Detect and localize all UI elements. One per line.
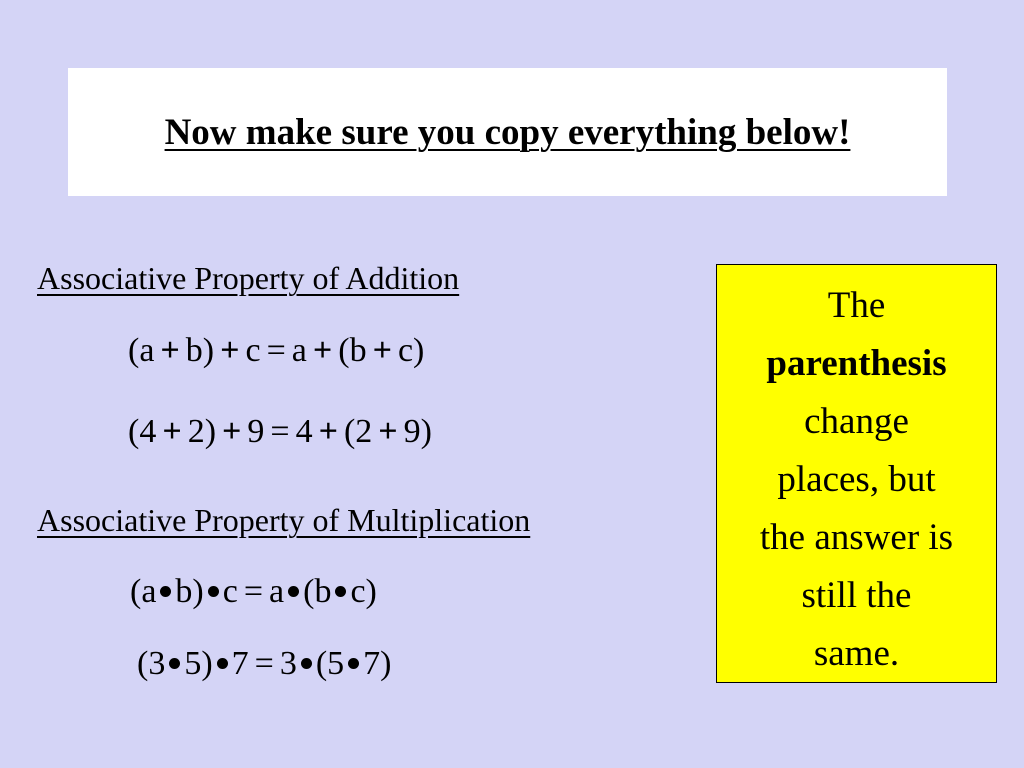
multiply-dot-icon (335, 586, 346, 597)
equals-sign: = (270, 413, 290, 450)
multiplication-equation-variables (130, 573, 377, 611)
addition-equation-numbers (128, 413, 432, 451)
note-line-5: the answer is (759, 517, 954, 558)
plus-sign: + (220, 332, 240, 369)
equation-term: (2 (343, 413, 373, 450)
addition-equation-variables (128, 332, 424, 370)
equation-term: 9 (247, 413, 265, 450)
plus-sign: + (312, 332, 333, 369)
equals-sign: = (243, 573, 264, 610)
equals-sign: = (254, 645, 274, 682)
equation-term: 3 (279, 645, 297, 682)
multiply-dot-icon (160, 586, 171, 597)
page-title: Now make sure you copy everything below! (164, 111, 851, 153)
multiply-dot-icon (348, 658, 359, 669)
equation-term: b) (185, 332, 215, 369)
multiply-dot-icon (217, 658, 228, 669)
note-box (716, 264, 997, 683)
multiply-dot-icon (301, 658, 312, 669)
note-line-6: still the (801, 575, 912, 616)
plus-sign: + (372, 332, 392, 369)
plus-sign: + (222, 413, 242, 450)
equation-term: (b (338, 332, 367, 369)
equals-sign: = (266, 332, 286, 369)
equation-term: c) (350, 573, 377, 610)
equation-term: (4 (128, 413, 157, 450)
multiply-dot-icon (288, 586, 299, 597)
equation-term: 9) (403, 413, 432, 450)
multiply-dot-icon (169, 658, 180, 669)
note-line-7: same. (813, 633, 900, 674)
multiply-dot-icon (208, 586, 219, 597)
equation-term: 5) (184, 645, 213, 682)
equation-term: (5 (315, 645, 345, 682)
plus-sign: + (162, 413, 182, 450)
equation-term: 7) (363, 645, 392, 682)
plus-sign: + (318, 413, 338, 450)
equation-term: (a (130, 573, 157, 610)
note-line-4: places, but (777, 459, 936, 500)
title-box (68, 68, 947, 196)
equation-term: c) (397, 332, 425, 369)
equation-term: c (222, 573, 238, 610)
addition-heading: Associative Property of Addition (37, 260, 460, 296)
equation-term: a (291, 332, 307, 369)
equation-term: 4 (295, 413, 313, 450)
multiplication-heading: Associative Property of Multiplication (37, 502, 531, 538)
equation-term: b) (175, 573, 204, 610)
note-line-3: change (804, 401, 909, 442)
equation-term: (a (128, 332, 155, 369)
note-line-2: parenthesis (766, 343, 947, 384)
equation-term: a (269, 573, 285, 610)
multiplication-equation-numbers (137, 645, 392, 683)
equation-term: 2) (187, 413, 217, 450)
equation-term: c (245, 332, 261, 369)
equation-term: (3 (137, 645, 166, 682)
equation-term: 7 (231, 645, 249, 682)
note-line-1: The (827, 285, 886, 326)
equation-term: (b (303, 573, 332, 610)
plus-sign: + (160, 332, 180, 369)
plus-sign: + (378, 413, 398, 450)
